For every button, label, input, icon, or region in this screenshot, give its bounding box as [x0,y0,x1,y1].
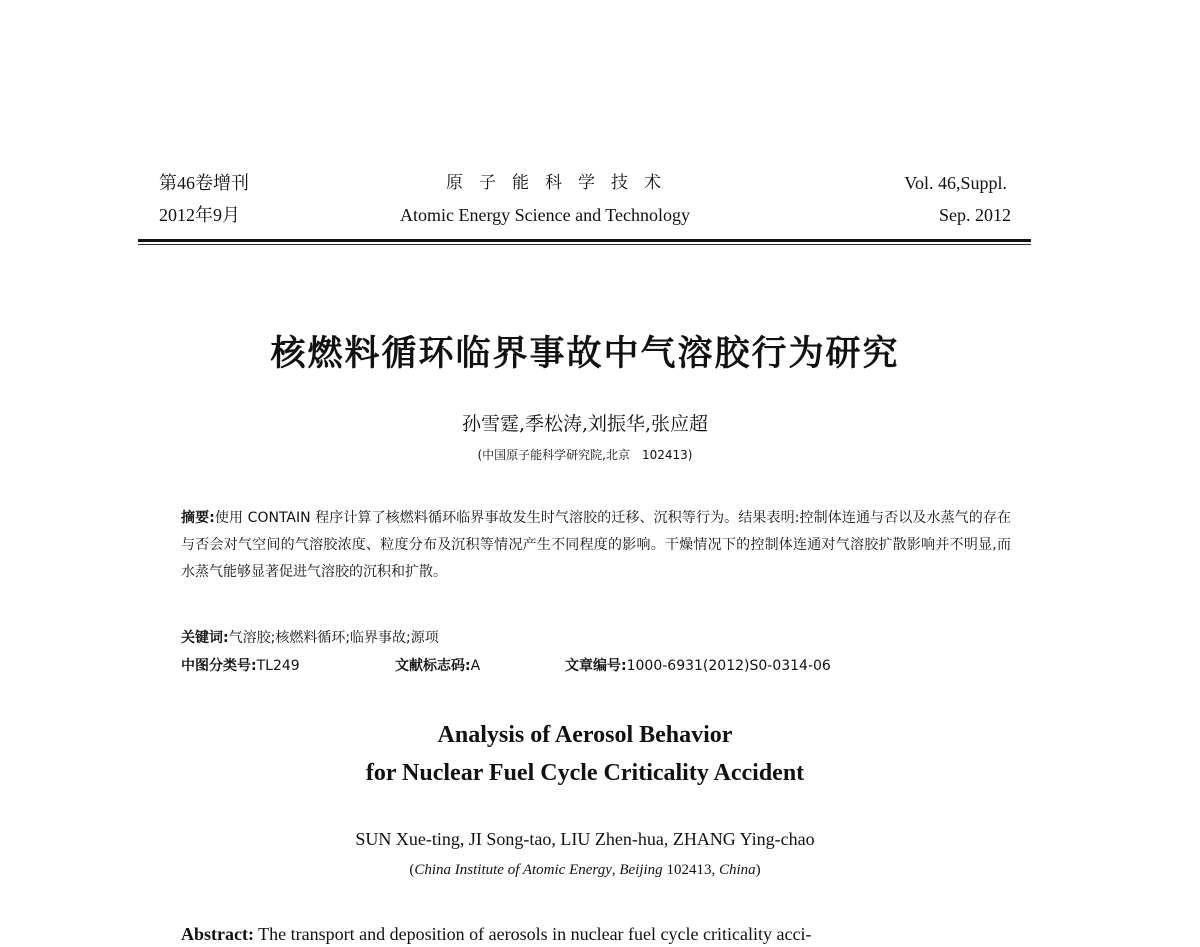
affiliation-en-close: ) [755,862,761,878]
document-code [395,655,565,675]
classification-line [181,655,831,675]
journal-name-cn: 原子能科学技术 [446,173,677,193]
abstract-cn-text: 使用 CONTAIN 程序计算了核燃料循环临界事故发生时气溶胶的迁移、沉积等行为。结果表明:控制体连通与否以及水蒸气的存在与否会对气空间的气溶胶浓度、粒度分布及沉积等情况产生不同程度的影响。干燥情况下的控制体连通对气溶胶扩散影响并不明显,而水蒸气能够显著促进气溶胶的沉积和扩散。 [181,510,1011,580]
keywords-cn-text: 气溶胶;核燃料循环;临界事故;源项 [228,630,439,646]
article-number-label: 文章编号: [565,658,627,674]
header-rule-thin [138,244,1031,245]
abstract-cn [181,505,1011,586]
article-number [565,655,831,675]
authors-cn: 孙雪霆,季松涛,刘振华,张应超 [461,413,709,435]
article-number-value: 1000-6931(2012)S0-0314-06 [626,658,831,674]
header-rule-thick [138,239,1031,242]
paper-title-cn: 核燃料循环临界事故中气溶胶行为研究 [270,334,900,374]
clc-number [181,655,395,675]
paper-title-en-line1: Analysis of Aerosol Behavior [437,722,733,748]
abstract-cn-label: 摘要: [181,510,215,526]
journal-name-en: Atomic Energy Science and Technology [400,205,690,225]
authors-en: SUN Xue-ting, JI Song-tao, LIU Zhen-hua, ZHANG Ying-chao [355,829,815,849]
affiliation-en [0,862,1170,879]
affiliation-en-open: ( [409,862,415,878]
date-en: Sep. 2012 [939,205,1011,225]
affiliation-en-sep: , [611,862,620,878]
clc-label: 中图分类号: [181,658,257,674]
affiliation-en-postcode: 102413, [662,862,719,878]
volume-en: Vol. 46,Suppl. [904,173,1007,193]
volume-cn: 第46卷增刊 [159,173,249,193]
keywords-cn [181,627,439,647]
date-cn: 2012年9月 [159,205,240,225]
document-code-label: 文献标志码: [395,658,471,674]
affiliation-cn: (中国原子能科学研究院,北京 102413) [477,448,693,462]
keywords-cn-label: 关键词: [181,630,229,646]
abstract-en-text: The transport and deposition of aerosols in nuclear fuel cycle criticality acci- [253,924,812,944]
abstract-en [181,924,1011,945]
clc-value: TL249 [256,658,300,674]
affiliation-en-country: China [718,862,756,878]
paper-title-en [0,716,1170,792]
affiliation-en-institute: China Institute of Atomic Energy [414,862,612,878]
affiliation-en-city: Beijing [619,862,663,878]
document-code-value: A [470,658,481,674]
abstract-en-label: Abstract: [181,924,254,944]
paper-title-en-line2: for Nuclear Fuel Cycle Criticality Accident [365,760,805,786]
